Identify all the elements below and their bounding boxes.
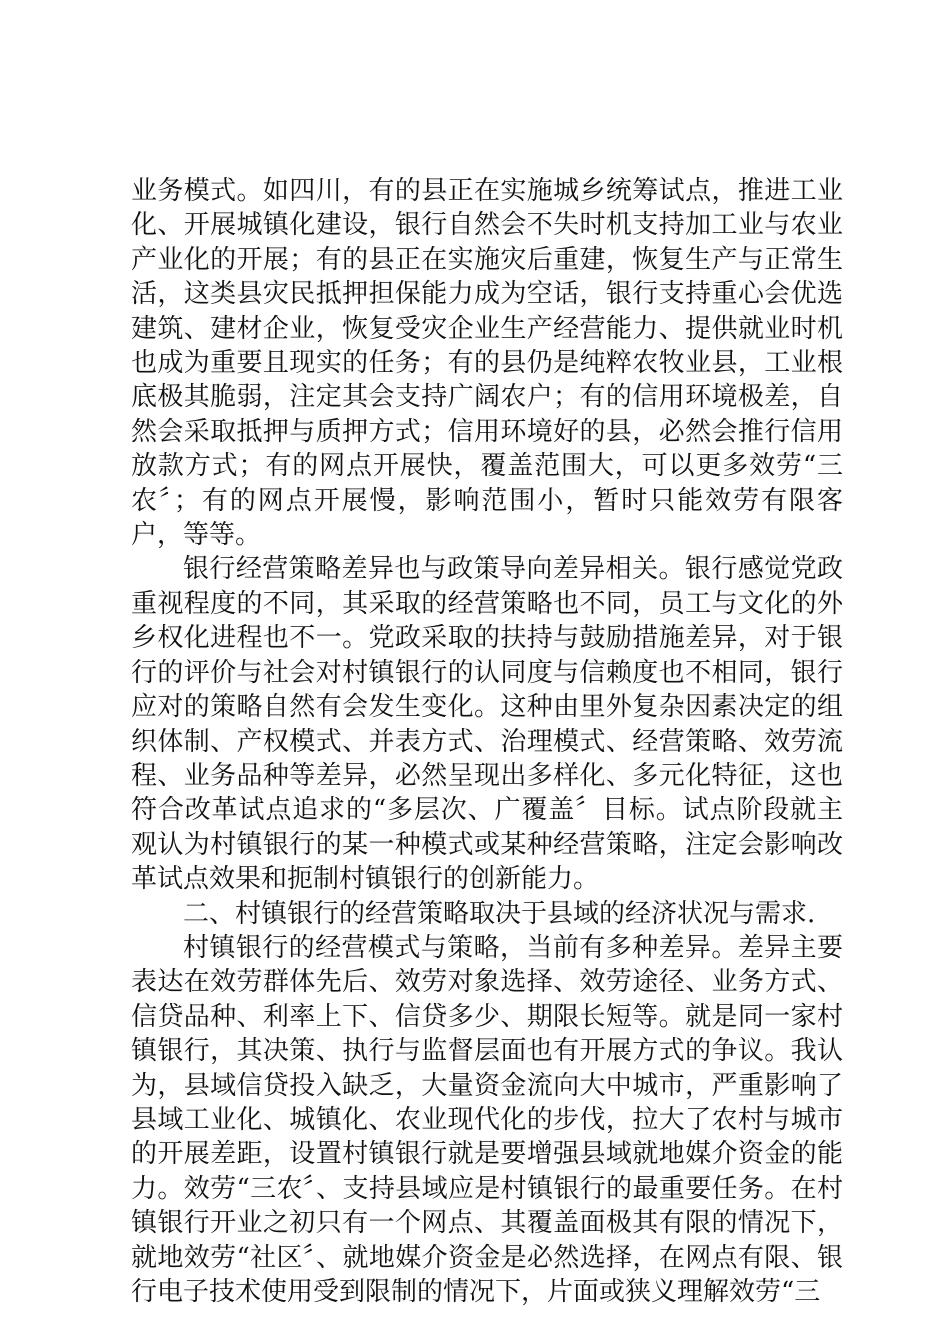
section-heading-2: 二、村镇银行的经营策略取决于县域的经济状况与需求. [183, 898, 816, 929]
paragraph-2: 银行经营策略差异也与政策导向差异相关。银行感觉党政重视程度的不同，其采取的经营策略也不同，员工与文化的外乡权化进程也不一。党政采取的扶持与鼓励措施差异，对于银行的评价与社会对村镇银行的认同度与信赖度也不相同，银行应对的策略自然有会发生变化。这种由里外复杂因素决定的组织体制、产权模式、并表方式、治理模式、经营策略、效劳流程、业务品种等差异，必然呈现出多样化、多元化特征，这也符合改革试点追求的“多层次、广覆盖〞目标。试点阶段就主观认为村镇银行的某一种模式或某种经营策略，注定会影响改革试点效果和扼制村镇银行的创新能力。 [131, 554, 843, 895]
paragraph-1: 业务模式。如四川，有的县正在实施城乡统筹试点，推进工业化、开展城镇化建设，银行自然会不失时机支持加工业与农业产业化的开展；有的县正在实施灾后重建，恢复生产与正常生活，这类县灾民抵押担保能力成为空话，银行支持重心会优选建筑、建材企业，恢复受灾企业生产经营能力、提供就业时机也成为重要且现实的任务；有的县仍是纯粹农牧业县，工业根底极其脆弱，注定其会支持广阔农户；有的信用环境极差，自然会采取抵押与质押方式；信用环境好的县，必然会推行信用放款方式；有的网点开展快，覆盖范围大，可以更多效劳“三农〞；有的网点开展慢，影响范围小，暂时只能效劳有限客户，等等。 [131, 176, 843, 551]
paragraph-4: 村镇银行的经营模式与策略，当前有多种差异。差异主要表达在效劳群体先后、效劳对象选择、效劳途径、业务方式、信贷品种、利率上下、信贷多少、期限长短等。就是同一家村镇银行，其决策、执行与监督层面也有开展方式的争议。我认为，县域信贷投入缺乏，大量资金流向大中城市，严重影响了县域工业化、城镇化、农业现代化的步伐，拉大了农村与城市的开展差距，设置村镇银行就是要增强县域就地媒介资金的能力。效劳“三农〞、支持县域应是村镇银行的最重要任务。在村镇银行开业之初只有一个网点、其覆盖面极其有限的情况下，就地效劳“社区〞、就地媒介资金是必然选择，在网点有限、银行电子技术使用受到限制的情况下，片面或狭义理解效劳“三 [131, 932, 843, 1307]
body-text [131, 174, 843, 1309]
